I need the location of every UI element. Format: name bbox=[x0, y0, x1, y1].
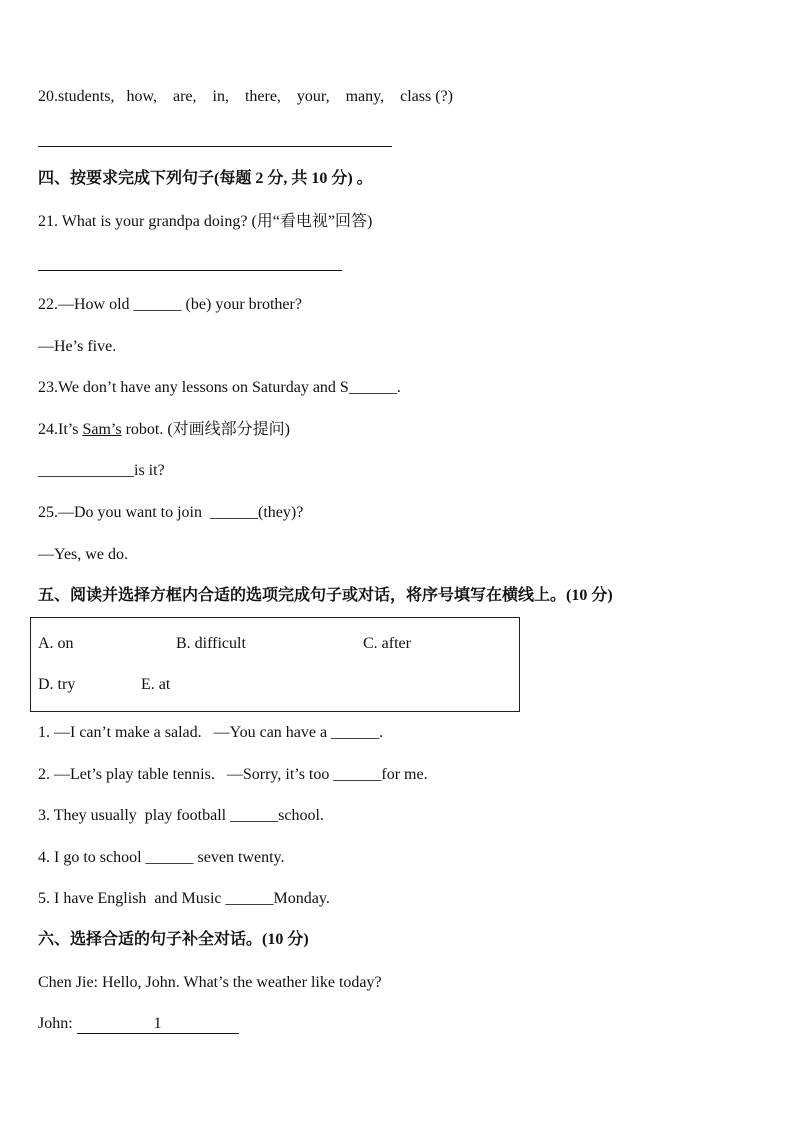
dialogue-speaker: John: bbox=[38, 1015, 77, 1032]
option-d: D. try bbox=[38, 676, 76, 693]
section-6-title: 六、选择合适的句子补全对话。(10 分) bbox=[38, 931, 309, 948]
question-24-prefix: 24.It’s bbox=[38, 421, 83, 438]
option-e: E. at bbox=[141, 676, 171, 693]
options-box bbox=[30, 617, 520, 712]
option-b: B. difficult bbox=[176, 635, 246, 652]
option-c: C. after bbox=[363, 635, 411, 652]
section-4-title: 四、按要求完成下列句子(每题 2 分, 共 10 分) 。 bbox=[38, 170, 373, 187]
question-24 bbox=[38, 420, 290, 440]
answer-line-21 bbox=[38, 270, 342, 271]
dialogue-blank bbox=[77, 1015, 239, 1034]
dialogue-line-1: Chen Jie: Hello, John. What’s the weather like today? bbox=[38, 974, 382, 991]
section-5-item: 1. —I can’t make a salad. —You can have a ______. bbox=[38, 724, 384, 741]
question-24-suffix: robot. (对画线部分提问) bbox=[121, 421, 291, 438]
question-25-line-1: 25.—Do you want to join ______(they)? bbox=[38, 504, 304, 521]
question-22-line-1: 22.—How old ______ (be) your brother? bbox=[38, 296, 302, 313]
question-21: 21. What is your grandpa doing? (用“看电视”回答) bbox=[38, 213, 373, 230]
question-20: 20.students, how, are, in, there, your, many, class (?) bbox=[38, 88, 453, 105]
question-22-line-2: —He’s five. bbox=[38, 338, 117, 355]
dialogue-line-2 bbox=[38, 1014, 239, 1034]
question-23: 23.We don’t have any lessons on Saturday and S______. bbox=[38, 379, 401, 396]
question-24-answer: ____________is it? bbox=[38, 462, 165, 479]
section-5-item: 5. I have English and Music ______Monday. bbox=[38, 890, 330, 907]
question-25-line-2: —Yes, we do. bbox=[38, 546, 128, 563]
section-5-item: 2. —Let’s play table tennis. —Sorry, it’s too ______for me. bbox=[38, 766, 428, 783]
question-24-underlined-word: Sam’s bbox=[82, 421, 122, 438]
section-5-item: 3. They usually play football ______school. bbox=[38, 807, 324, 824]
section-5-title: 五、阅读并选择方框内合适的选项完成句子或对话，将序号填写在横线上。(10 分) bbox=[38, 587, 613, 604]
section-5-item: 4. I go to school ______ seven twenty. bbox=[38, 849, 285, 866]
answer-line-20 bbox=[38, 146, 392, 147]
option-a: A. on bbox=[38, 635, 74, 652]
dialogue-blank-number: 1 bbox=[153, 1015, 162, 1032]
